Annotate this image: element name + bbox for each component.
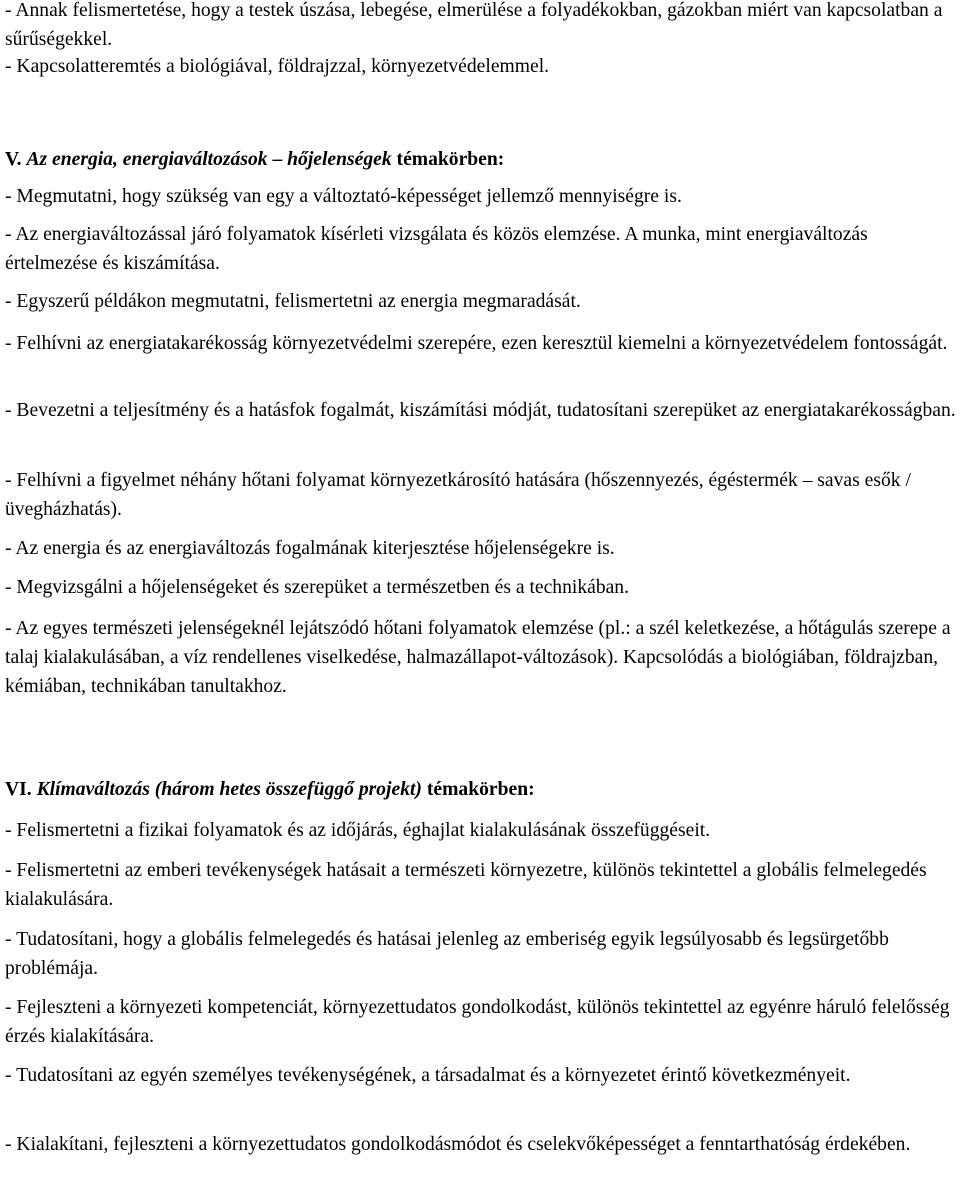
section-6-item: - Kialakítani, fejleszteni a környezettudatos gondolkodásmódot és cselekvőképességet a fenntarthatóság érdekében. [5,1134,911,1155]
section-6-item: - Fejleszteni a környezeti kompetenciát, környezettudatos gondolkodást, különös tekintettel az egyénre háruló felelősség érzés kialakítására. [5,997,950,1047]
section-5-item: - Megvizsgálni a hőjelenségeket és szerepüket a természetben és a technikában. [5,577,630,598]
section-5-item: - Az energia és az energiaváltozás fogalmának kiterjesztése hőjelenségekre is. [5,538,615,559]
section-5-item: - Az egyes természeti jelenségeknél lejátszódó hőtani folyamatok elemzése (pl.: a szél keletkezése, a hőtágulás szerepe a talaj kialakulásában, a víz rendellenes viselkedése, halmazállapot-változások). Kapcsolódás a biológiában, földrajzban, kémiában, technikában tanultakhoz. [5,618,951,697]
section-6-suffix: témakörben: [421,779,535,800]
section-5-item: - Felhívni az energiatakarékosság környezetvédelmi szerepére, ezen keresztül kiemelni a környezetvédelem fontosságát. [5,333,948,354]
section-6-item: - Felismertetni az emberi tevékenységek hatásait a természeti környezetre, különös tekintettel a globális felmelegedés kialakulására. [5,860,927,910]
section-5-dash: – [267,149,288,170]
section-6-item: - Felismertetni a fizikai folyamatok és az időjárás, éghajlat kialakulásának összefüggéseit. [5,820,711,841]
section-5-title-a: Az energia, energiaváltozások [26,149,268,170]
section-6-heading [5,775,957,804]
section-6-item: - Tudatosítani, hogy a globális felmelegedés és hatásai jelenleg az emberiség egyik legsúlyosabb és legsürgetőbb problémája. [5,929,889,979]
section-6-number: VI. [5,779,32,800]
section-5-item: - Egyszerű példákon megmutatni, felismertetni az energia megmaradását. [5,291,581,312]
section-6-title: Klímaváltozás (három hetes összefüggő projekt) [36,779,422,800]
section-5-item: - Bevezetni a teljesítmény és a hatásfok fogalmát, kiszámítási módját, tudatosítani szerepüket az energiatakarékosságban. [5,400,956,421]
section-5-number: V. [5,149,22,170]
intro-paragraph-2: - Kapcsolatteremtés a biológiával, földrajzzal, környezetvédelemmel. [5,56,550,77]
section-5-title-b: hőjelenségek [287,149,392,170]
section-5-item: - Az energiaváltozással járó folyamatok kísérleti vizsgálata és közös elemzése. A munka, mint energiaváltozás értelmezése és kiszámítása. [5,224,868,274]
section-5-item: - Megmutatni, hogy szükség van egy a változtató-képességet jellemző mennyiségre is. [5,186,682,207]
section-5-heading [5,145,957,174]
intro-paragraph-1: - Annak felismertetése, hogy a testek úszása, lebegése, elmerülése a folyadékokban, gázokban miért van kapcsolatban a sűrűségekkel. [5,0,943,50]
section-5-suffix: témakörben: [391,149,505,170]
section-6-item: - Tudatosítani az egyén személyes tevékenységének, a társadalmat és a környezetet érintő következményeit. [5,1065,851,1086]
section-5-item: - Felhívni a figyelmet néhány hőtani folyamat környezetkárosító hatására (hőszennyezés, égéstermék – savas esők / üvegházhatás). [5,470,911,520]
